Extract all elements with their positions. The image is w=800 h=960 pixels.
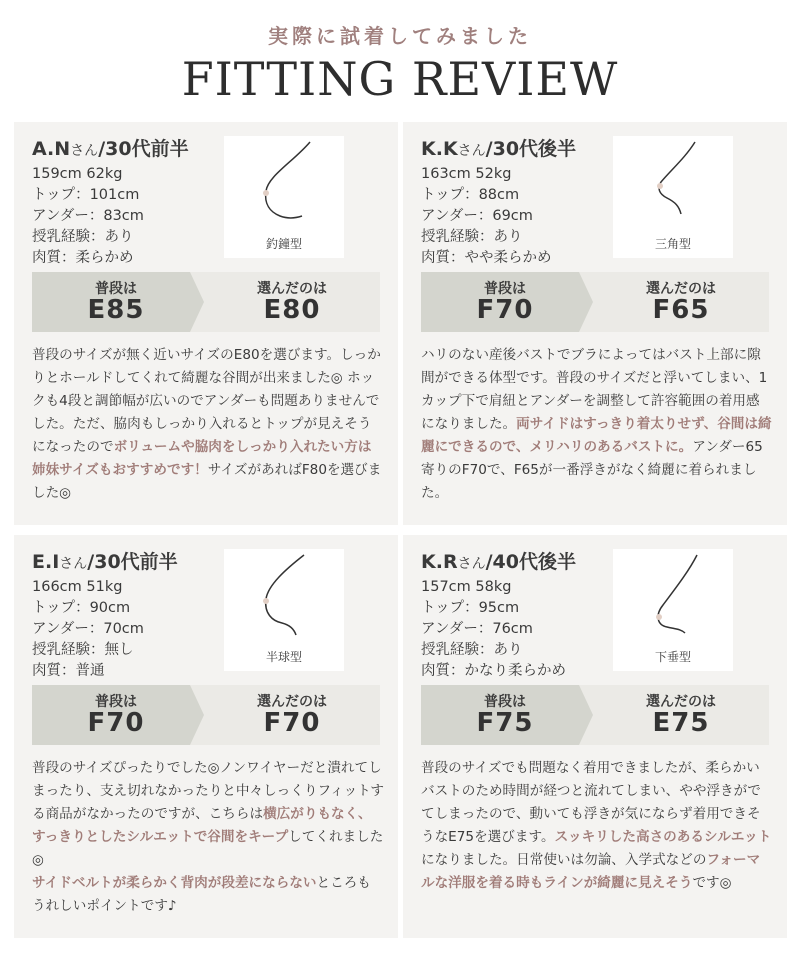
reviewer-age: /30代前半: [87, 551, 178, 573]
usual-size-label: 普段は: [484, 281, 526, 297]
review-card: [14, 535, 398, 938]
usual-size-label: 普段は: [484, 694, 526, 710]
size-comparison: [32, 685, 380, 745]
comment-text: 普段のサイズぴったりでした◎ノンワイヤーだと潰れてしまったり、支え切れなかったりと中々しっくりフィットする商品がなかったのですが、こちらは: [32, 760, 384, 822]
stat-nursing: 授乳経験：あり: [421, 229, 523, 245]
comment-text: アンダー65寄りのF70で、F65が一番浮きがなく綺麗に着られました。: [421, 439, 763, 501]
comment-highlight: サイドベルトが柔らかく背肉が段差にならない: [32, 875, 317, 891]
review-comment: [421, 344, 773, 505]
stat-top: トップ：101cm: [32, 187, 140, 203]
stat-top: トップ：88cm: [421, 187, 520, 203]
shape-label: 釣鐘型: [265, 237, 302, 251]
stat-under: アンダー：69cm: [421, 208, 533, 224]
breast-shape-figure: [224, 549, 344, 671]
stat-texture: 肉質：柔らかめ: [32, 250, 134, 266]
usual-size-value: F75: [476, 708, 534, 738]
comment-text: ところもうれしいポイントです♪: [32, 875, 371, 914]
breast-shape-figure: [224, 136, 344, 258]
shape-label: 三角型: [654, 237, 691, 251]
reviewer-age: /40代後半: [485, 551, 576, 573]
comment-highlight: 横広がりもなく、すっきりとしたシルエットで谷間をキープ: [32, 806, 372, 845]
review-comment: [421, 757, 773, 895]
usual-size-label: 普段は: [95, 281, 137, 297]
comment-highlight: スッキリした高さのあるシルエット: [554, 829, 772, 845]
page-subtitle: 実際に試着してみました: [268, 24, 532, 48]
usual-size-value: F70: [476, 295, 534, 325]
stat-texture: 肉質：やや柔らかめ: [421, 250, 552, 266]
reviewer-age: /30代前半: [98, 138, 189, 160]
reviewer-honorific: さん: [457, 143, 486, 159]
breast-shape-figure: [613, 136, 733, 258]
reviewer-honorific: さん: [70, 143, 99, 159]
stat-under: アンダー：70cm: [32, 621, 144, 637]
stat-height-weight: 157cm 58kg: [421, 579, 512, 595]
review-comment: [32, 757, 384, 918]
comment-text: になりました。日常使いは勿論、入学式などの: [421, 852, 707, 868]
reviewer-stats: [32, 164, 144, 269]
chosen-size-label: 選んだのは: [257, 694, 327, 710]
stat-height-weight: 166cm 51kg: [32, 579, 123, 595]
reviewer-age: /30代後半: [485, 138, 577, 160]
size-comparison: [421, 685, 769, 745]
comment-text: してくれました◎: [32, 829, 384, 868]
size-comparison: [32, 272, 380, 332]
stat-nursing: 授乳経験：あり: [421, 642, 523, 658]
stat-height-weight: 163cm 52kg: [421, 166, 512, 182]
chosen-size-label: 選んだのは: [257, 281, 327, 297]
chosen-size-value: F65: [652, 295, 710, 325]
stat-nursing: 授乳経験：無し: [32, 642, 134, 658]
review-card: [14, 122, 398, 525]
review-comment: [32, 344, 384, 505]
reviewer-initials: K.K: [421, 138, 458, 160]
reviewer-name: [32, 134, 189, 161]
page-title: FITTING REVIEW: [181, 52, 619, 106]
shape-label: 下垂型: [654, 650, 691, 664]
stat-under: アンダー：83cm: [32, 208, 144, 224]
chosen-size-value: F70: [263, 708, 321, 738]
stat-height-weight: 159cm 62kg: [32, 166, 123, 182]
reviewer-honorific: さん: [457, 556, 486, 572]
stat-texture: 肉質：普通: [32, 663, 105, 679]
comment-text: 普段のサイズが無く近いサイズのE80を選びます。しっかりとホールドしてくれて綺麗な谷間が出来ました◎ ホックも4段と調節幅が広いのでアンダーも問題ありませんでした。ただ、脇肉もしっかり入れるとトップが見えそうになったので: [32, 347, 381, 455]
review-card: [403, 122, 787, 525]
chosen-size-value: E75: [652, 708, 710, 738]
stat-top: トップ：95cm: [421, 600, 520, 616]
stat-texture: 肉質：かなり柔らかめ: [421, 663, 566, 679]
chosen-size-value: E80: [263, 295, 321, 325]
comment-highlight: ボリュームや脇肉をしっかり入れたい方は姉妹サイズもおすすめです！: [32, 439, 372, 478]
breast-shape-figure: [613, 549, 733, 671]
reviewer-stats: [421, 577, 566, 682]
chosen-size-label: 選んだのは: [646, 694, 716, 710]
review-card: [403, 535, 787, 938]
chosen-size-label: 選んだのは: [646, 281, 716, 297]
reviewer-honorific: さん: [59, 556, 88, 572]
size-comparison: [421, 272, 769, 332]
stat-top: トップ：90cm: [32, 600, 131, 616]
comment-text: ハリのない産後バストでブラによってはバスト上部に隙間ができる体型です。普段のサイズだと浮いてしまい、1カップ下で肩紐とアンダーを調整して許容範囲の着用感になりました。: [421, 347, 768, 432]
reviewer-stats: [421, 164, 552, 269]
reviewer-initials: E.I: [32, 551, 60, 573]
header: [0, 0, 800, 120]
reviewer-stats: [32, 577, 144, 682]
reviewer-name: [421, 134, 576, 161]
shape-label: 半球型: [265, 650, 302, 664]
comment-text: 普段のサイズでも問題なく着用できましたが、柔らかいバストのため時間が経つと流れてしまい、やや浮きがでてしまったので、動いても浮きが気にならず着用できそうなE75を選びます。: [421, 760, 761, 845]
reviewer-name: [421, 547, 576, 574]
comment-text: サイズがあればF80を選びました◎: [32, 462, 382, 501]
comment-text: です◎: [692, 875, 732, 891]
usual-size-value: F70: [87, 708, 145, 738]
usual-size-label: 普段は: [95, 694, 137, 710]
comment-highlight: 両サイドはすっきり着太りせず、谷間は綺麗にできるので、メリハリのあるバストに。: [421, 416, 772, 455]
comment-highlight: フォーマルな洋服を着る時もラインが綺麗に見えそう: [421, 852, 761, 891]
stat-nursing: 授乳経験：あり: [32, 229, 134, 245]
reviewer-initials: A.N: [32, 138, 71, 160]
usual-size-value: E85: [87, 295, 145, 325]
reviewer-name: [32, 547, 178, 574]
reviewer-initials: K.R: [421, 551, 458, 573]
stat-under: アンダー：76cm: [421, 621, 533, 637]
